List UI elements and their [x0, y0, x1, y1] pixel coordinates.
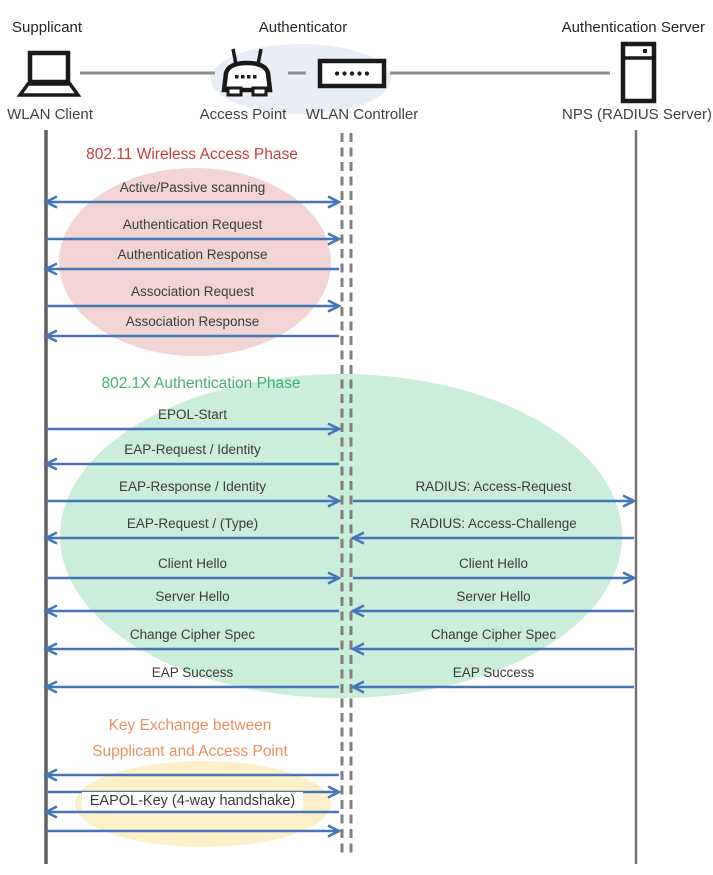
message-label-text: Active/Passive scanning: [119, 180, 266, 195]
node-label-wlan-controller: WLAN Controller: [305, 106, 419, 123]
message-label: [43, 180, 343, 196]
node-label-access-point: Access Point: [199, 106, 287, 123]
message-label-text: Client Hello: [157, 556, 228, 571]
message-label: [43, 589, 343, 605]
message-label-text: EAPOL-Key (4-way handshake): [82, 792, 304, 810]
message-label: [43, 442, 343, 458]
phase3-title: [40, 713, 340, 765]
role-label-authentication-server: Authentication Server: [561, 19, 705, 36]
message-label: [43, 793, 343, 809]
message-label: [344, 479, 644, 495]
message-label-text: RADIUS: Access-Request: [415, 479, 572, 494]
message-label: [43, 217, 343, 233]
node-label-wlan-client: WLAN Client: [7, 106, 93, 123]
message-label-text: EAP-Request / (Type): [126, 516, 259, 531]
message-label-text: Client Hello: [458, 556, 529, 571]
message-label: [43, 627, 343, 643]
message-label: [43, 556, 343, 572]
role-label-authenticator: Authenticator: [258, 19, 348, 36]
message-label: [43, 516, 343, 532]
wlan-controller-icon: [320, 61, 384, 86]
message-label-text: RADIUS: Access-Challenge: [410, 516, 577, 531]
message-label: [43, 284, 343, 300]
message-label-text: Association Response: [125, 314, 260, 329]
message-label: [43, 407, 343, 423]
message-label-text: Change Cipher Spec: [430, 627, 557, 642]
message-label-text: Authentication Request: [122, 217, 263, 232]
message-label: [344, 665, 644, 681]
message-label-text: EAP Success: [452, 665, 535, 680]
message-label: [43, 665, 343, 681]
message-label-text: Server Hello: [155, 589, 230, 604]
server-icon: [623, 44, 654, 101]
message-label: [344, 589, 644, 605]
phase1-title: 802.11 Wireless Access Phase: [86, 146, 298, 163]
message-label: [43, 247, 343, 263]
message-label-text: EAP-Request / Identity: [124, 442, 261, 457]
message-label-text: EAP-Response / Identity: [118, 479, 267, 494]
node-label-nps: NPS (RADIUS Server): [561, 106, 713, 123]
role-label-supplicant: Supplicant: [12, 19, 83, 36]
message-label-text: Association Request: [130, 284, 255, 299]
message-label: [43, 479, 343, 495]
message-label-text: Change Cipher Spec: [129, 627, 256, 642]
message-label: [344, 516, 644, 532]
phase3-title-line2: Supplicant and Access Point: [92, 743, 288, 760]
message-label: [344, 556, 644, 572]
message-label-text: Server Hello: [456, 589, 531, 604]
message-label-text: EAP Success: [151, 665, 234, 680]
laptop-icon: [20, 53, 78, 95]
message-label-text: EPOL-Start: [157, 407, 228, 422]
message-label-text: Authentication Response: [117, 247, 268, 262]
message-label: [43, 314, 343, 330]
phase3-title-line1: Key Exchange between: [108, 717, 272, 734]
phase2-title: 802.1X Authentication Phase: [101, 375, 301, 392]
message-label: [344, 627, 644, 643]
